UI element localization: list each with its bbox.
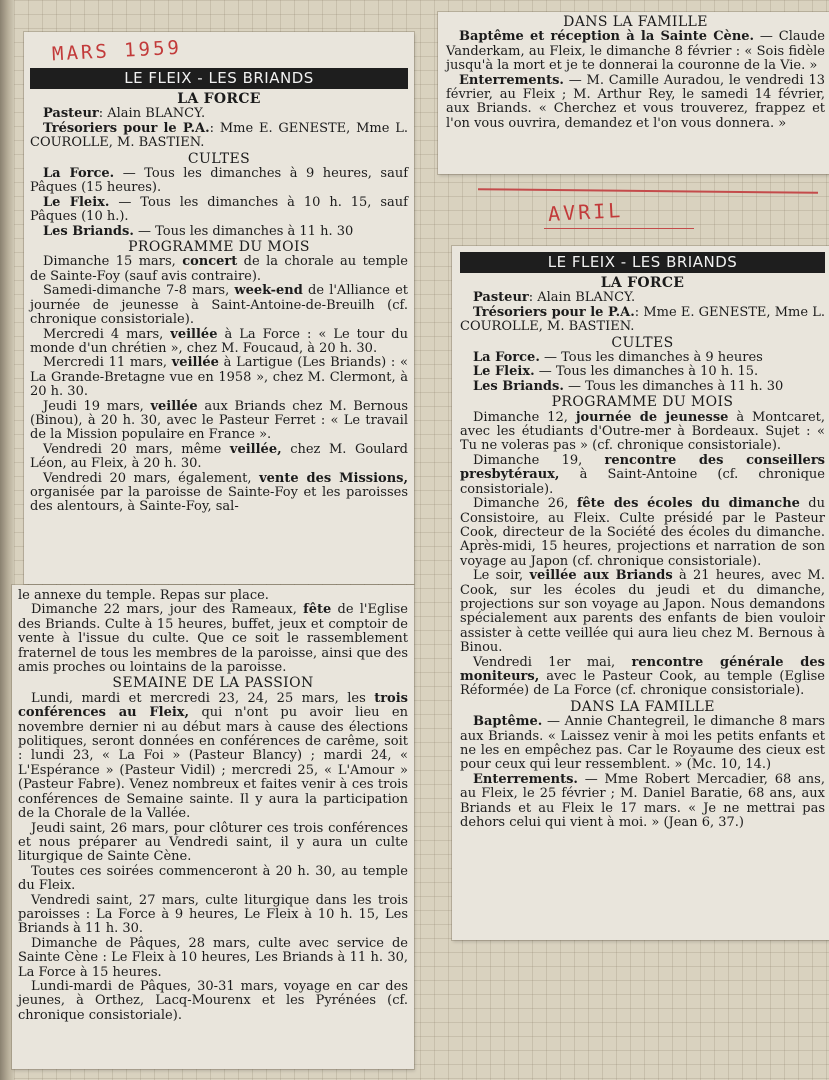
march-programme-item: Mercredi 4 mars, veillée à La Force : « Le tour du monde d'un chrétien », chez M. Foucaud, à 20 h. 30. [30,326,408,356]
handwritten-march-note: MARS 1959 [51,36,183,66]
march-programme-item: Vendredi 20 mars, même veillée, chez M. Goulard Léon, au Fleix, à 20 h. 30. [30,441,408,472]
march-semaine-item: Lundi, mardi et mercredi 23, 24, 25 mars, les trois conférences au Fleix, qui n'ont pu avoir lieu en novembre dernier ni au début mars à cause des élections politiques, seront données en conférences de carême, soit : lundi 23, « La Foi » (Pasteur Blancy) ; mardi 24, « L'Espérance » (Pasteur Vidil) ; mercredi 25, « L'Amour » (Pasteur Fabre). Venez nombreux et faites venir à ces trois conférences de Semaine sainte. Il y aura la participation de la Chorale de la Vallée. [18,690,409,822]
handwritten-april-note: AVRIL [547,198,624,226]
march-semaine-item: Lundi-mardi de Pâques, 30-31 mars, voyage en car des jeunes, à Orthez, Lacq-Mourenx et les Pyrénées (cf. chronique consistoriale). [18,978,408,1023]
march-clipping [24,32,414,584]
march-clipping-continued [12,585,414,1069]
march-cultes-heading: CULTES [187,150,251,167]
april-programme-item: Dimanche 12, journée de jeunesse à Montcaret, avec les étudiants d'Outre-mer à Bordeaux. Sujet : « Tu ne voleras pas » (cf. chronique consistoriale). [460,409,825,454]
march-culte-item: Les Briands. — Tous les dimanches à 11 h. 30 [43,223,354,239]
april-family-heading: DANS LA FAMILLE [570,698,715,715]
march-semaine-item: Dimanche de Pâques, 28 mars, culte avec service de Sainte Cène : Le Fleix à 10 heures, Les Briands à 11 h. 30, La Force à 15 heures. [18,935,408,980]
march-programme-item: Samedi-dimanche 7-8 mars, week-end de l'Alliance et journée de jeunesse à Saint-Antoine-de-Breuilh (cf. chronique consistoriale). [30,283,408,328]
march-treasurers-line: Trésoriers pour le P.A.: Mme E. GENESTE, Mme L. COUROLLE, M. BASTIEN. [30,120,408,151]
march-pastor-line: Pasteur: Alain BLANCY. [43,106,206,122]
march-semaine-heading: SEMAINE DE LA PASSION [112,675,314,692]
march-semaine-item: Vendredi saint, 27 mars, culte liturgique dans les trois paroisses : La Force à 9 heures, Le Fleix à 10 h. 15, Les Briands à 11 h. 30. [18,892,408,937]
march-semaine-item: Jeudi saint, 26 mars, pour clôturer ces trois conférences et nous préparer au Vendredi saint, il y aura un culte liturgique de Sainte Cène. [18,820,408,865]
april-treasurers-line: Trésoriers pour le P.A.: Mme E. GENESTE, Mme L. COUROLLE, M. BASTIEN. [460,304,825,335]
april-programme-item: Dimanche 19, rencontre des conseillers presbytéraux, à Saint-Antoine (cf. chronique consistoriale). [460,452,825,497]
april-cultes-heading: CULTES [611,334,674,351]
march-programme-item: Mercredi 11 mars, veillée à Lartigue (Les Briands) : « La Grande-Bretagne vue en 1958 », chez M. Clermont, à 20 h. 30. [30,355,409,400]
april-enterrements-item: Enterrements. — Mme Robert Mercadier, 68 ans, au Fleix, le 25 février ; M. Daniel Baratie, 68 ans, aux Briands et au Fleix le 17 mars. « Je ne mettrai pas dehors celui qui vient à moi. » (Jean 6, 37.) [460,771,825,831]
march-culte-item: La Force. — Tous les dimanches à 9 heures, sauf Pâques (15 heures). [30,166,409,196]
april-banner: LE FLEIX - LES BRIANDS [460,252,825,273]
family-bapteme-item: Baptême et réception à la Sainte Cène. — Claude Vanderkam, au Fleix, le dimanche 8 février : « Sois fidèle jusqu'à la mort et je te donnerai la couronne de la Vie. » [446,29,825,74]
april-programme-item: Le soir, veillée aux Briands à 21 heures, avec M. Cook, sur les écoles du jeudi et du dimanche, projections sur son voyage au Japon. Nous demandons spécialement aux parents des enfants de bien vouloir assister à cette veillée qui aura lieu chez M. Bernous à Binou. [460,568,825,656]
march-programme-item: Dimanche 15 mars, concert de la chorale au temple de Sainte-Foy (sauf avis contraire). [30,254,408,284]
april-programme-heading: PROGRAMME DU MOIS [551,394,734,411]
red-underline [544,228,694,229]
april-culte-item: Le Fleix. — Tous les dimanches à 10 h. 15. [473,364,759,380]
march-continuation-line: le annexe du temple. Repas sur place. [18,588,269,603]
march-programme-heading: PROGRAMME DU MOIS [128,239,310,256]
march-banner: LE FLEIX - LES BRIANDS [30,68,408,89]
family-heading: DANS LA FAMILLE [563,14,708,30]
family-news-clipping [438,12,829,174]
april-culte-item: La Force. — Tous les dimanches à 9 heures [473,350,763,366]
march-parish-heading: LA FORCE [177,91,261,107]
april-clipping [452,246,829,940]
march-rameaux-item: Dimanche 22 mars, jour des Rameaux, fête de l'Eglise des Briands. Culte à 15 heures, buffet, jeux et comptoir de vente à l'issue du culte. Que ce soit le rassemblement fraternel de tous les membres de la paroisse, ainsi que des amis proches ou lointains de la paroisse. [18,602,408,676]
march-programme-item: Vendredi 20 mars, également, vente des Missions, organisée par la paroisse de Sainte-Foy et les paroisses des alentours, à Sainte-Foy, sal- [30,470,408,515]
march-programme-item: Jeudi 19 mars, veillée aux Briands chez M. Bernous (Binou), à 20 h. 30, avec le Pasteur Ferret : « Le travail de la Mission populaire en France ». [30,398,408,443]
april-culte-item: Les Briands. — Tous les dimanches à 11 h. 30 [473,378,784,394]
red-divider-line [478,188,818,194]
march-culte-item: Le Fleix. — Tous les dimanches à 10 h. 15, sauf Pâques (10 h.). [30,194,408,225]
april-pastor-line: Pasteur: Alain BLANCY. [473,290,636,306]
april-programme-item: Vendredi 1er mai, rencontre générale des moniteurs, avec le Pasteur Cook, au temple (Eglise Réformée) de La Force (cf. chronique consistoriale). [460,654,825,699]
april-programme-item: Dimanche 26, fête des écoles du dimanche du Consistoire, au Fleix. Culte présidé par le Pasteur Cook, directeur de la Société des écoles du dimanche. Après-midi, 15 heures, projections et narration de son voyage au Japon (cf. chronique consistoriale). [460,496,826,569]
april-parish-heading: LA FORCE [600,275,685,291]
march-semaine-item: Toutes ces soirées commenceront à 20 h. 30, au temple du Fleix. [18,863,408,894]
april-bapteme-item: Baptême. — Annie Chantegreil, le dimanche 8 mars aux Briands. « Laissez venir à moi les petits enfants et ne les en empêchez pas. Car le Royaume des cieux est pour ceux qui leur ressemblent. » (Mc. 10, 14.) [460,714,825,773]
family-enterrements-item: Enterrements. — M. Camille Auradou, le vendredi 13 février, au Fleix ; M. Arthur Rey, le samedi 14 février, aux Briands. « Cherchez et vous trouverez, frappez et l'on vous ouvrira, demandez et l'on vous donnera. » [446,72,825,131]
